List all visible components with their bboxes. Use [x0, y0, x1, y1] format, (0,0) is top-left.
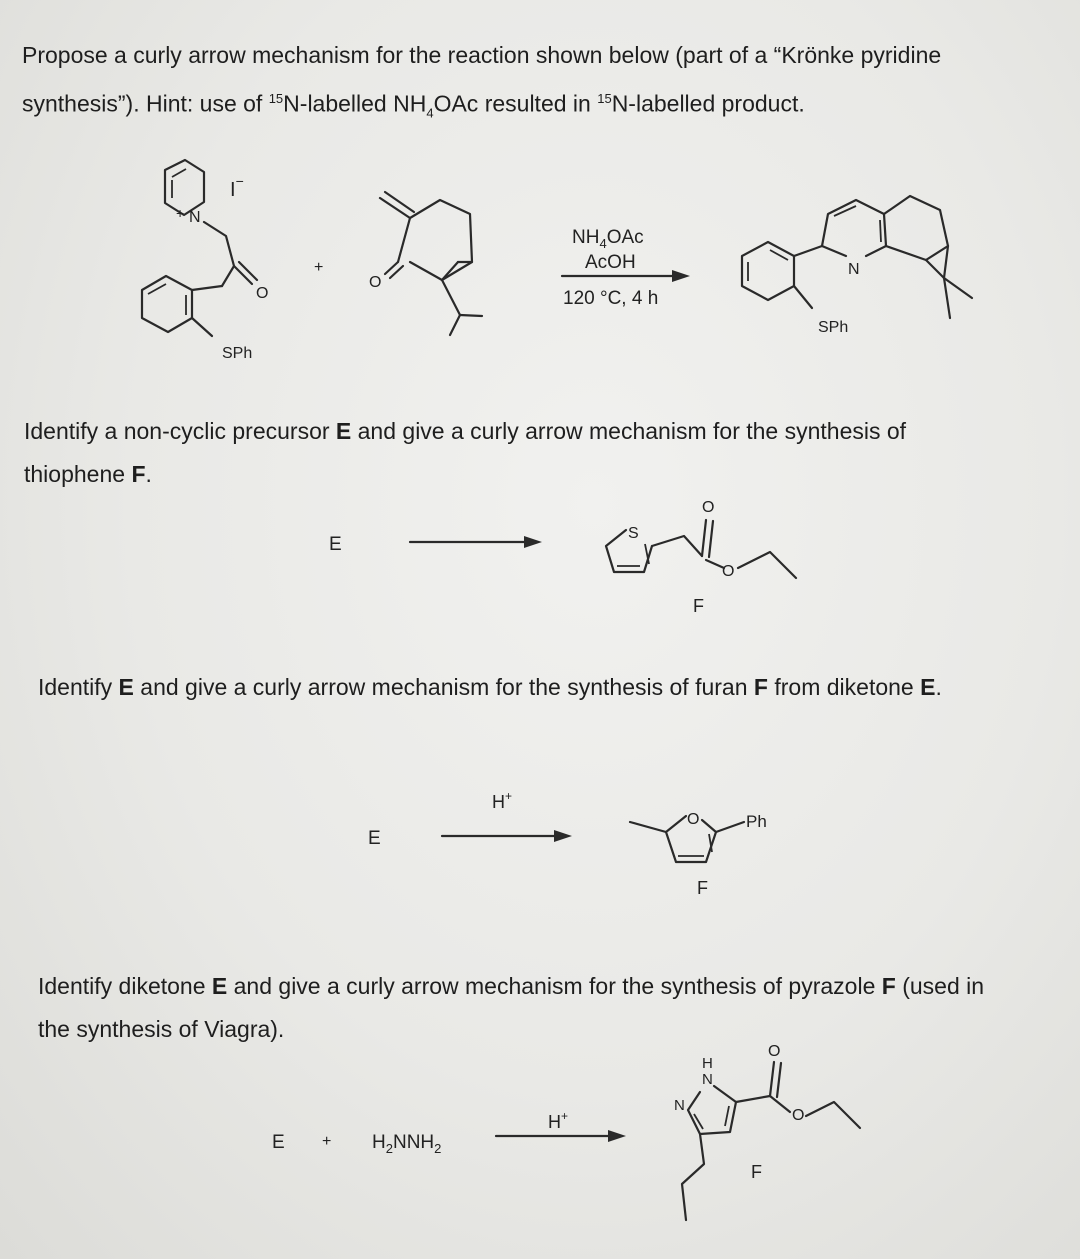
thiophene-f-label: F	[131, 461, 146, 487]
reaction-arrow-1-head	[672, 270, 690, 282]
question-1-text	[22, 34, 1062, 134]
product-pyridine-nitrogen: N	[848, 261, 860, 278]
reaction-arrow-4-head	[608, 1130, 626, 1142]
ester-carbonyl-oxygen: O	[702, 499, 715, 516]
pyrazole-ester-alkoxy-oxygen: O	[792, 1107, 805, 1124]
pyrazole-f-label: F	[751, 1162, 762, 1182]
phenyl-substituent: Ph	[746, 812, 767, 831]
product-benzene-ring	[742, 242, 794, 300]
diketone-e-label-2: E	[272, 1132, 285, 1153]
furan-scheme	[0, 780, 1080, 910]
pyrazole-nh-nitrogen: N	[702, 1071, 713, 1088]
pyridinium-plus: +	[176, 205, 185, 221]
plus-sign: +	[314, 259, 324, 276]
pyrazole-nh-hydrogen: H	[702, 1055, 713, 1072]
sph-left-label: SPh	[222, 345, 253, 362]
pyrazole-ring	[688, 1086, 736, 1134]
diketone-e-label: E	[368, 828, 381, 849]
question-1-line-1: Propose a curly arrow mechanism for the reaction shown below (part of a “Krönke pyridine	[22, 42, 942, 68]
kronke-reaction-scheme	[0, 150, 1080, 380]
plus-sign-2: +	[322, 1133, 332, 1150]
furan-f-label: F	[697, 878, 708, 898]
ketone-oxygen: O	[256, 285, 269, 302]
ester-alkoxy-oxygen: O	[722, 563, 735, 580]
pyridinium-nitrogen: N	[189, 209, 201, 226]
iodide-label: I−	[230, 173, 244, 201]
acid-catalyst-label: H+	[492, 789, 513, 812]
reaction-arrow-2-head	[524, 536, 542, 548]
product-pyridine-ring	[822, 200, 886, 256]
reagent-ammonium-acetate: $NH_4OAc$	[572, 227, 644, 251]
sph-right-label: SPh	[818, 319, 849, 336]
question-4-text: Identify diketone E and give a curly arrow mechanism for the synthesis of pyrazole F (used in the synthesis of Viagra).	[38, 973, 985, 1042]
reaction-arrow-3-head	[554, 830, 572, 842]
pyrazole-ester-carbonyl-oxygen: O	[768, 1043, 781, 1060]
question-1-line-2: synthesis”). Hint: use of $^{15}$N-labelled $NH_4OAc$ resulted in $^{15}$N-labelled product.	[22, 90, 805, 121]
thiophene-sulfur: S	[628, 525, 639, 542]
reagent-acetic-acid: AcOH	[585, 252, 636, 273]
hydrazine-label: $H_2NNH_2$	[372, 1132, 442, 1156]
thiophene-scheme	[0, 490, 1080, 630]
pyrazole-imine-nitrogen: N	[674, 1097, 685, 1114]
furan-oxygen: O	[687, 811, 700, 828]
question-2-text: Identify a non-cyclic precursor E and give a curly arrow mechanism for the synthesis of thiophene F.	[24, 418, 907, 487]
enone-oxygen: O	[369, 274, 382, 291]
compound-e-label: E	[329, 534, 342, 555]
acid-catalyst-label-2: H+	[548, 1109, 569, 1132]
pyridinium-ring	[165, 160, 204, 215]
thiophenyl-benzene-ring	[142, 276, 192, 332]
reaction-conditions: 120 °C, 4 h	[563, 288, 659, 309]
compound-f-label: F	[693, 596, 704, 616]
pyrazole-scheme	[0, 1040, 1080, 1240]
precursor-e-label: E	[335, 418, 352, 444]
product-fused-cyclohexane	[884, 196, 972, 318]
bicyclic-enone	[380, 192, 482, 335]
question-3-text: Identify E and give a curly arrow mechanism for the synthesis of furan F from diketone E.	[38, 674, 942, 700]
